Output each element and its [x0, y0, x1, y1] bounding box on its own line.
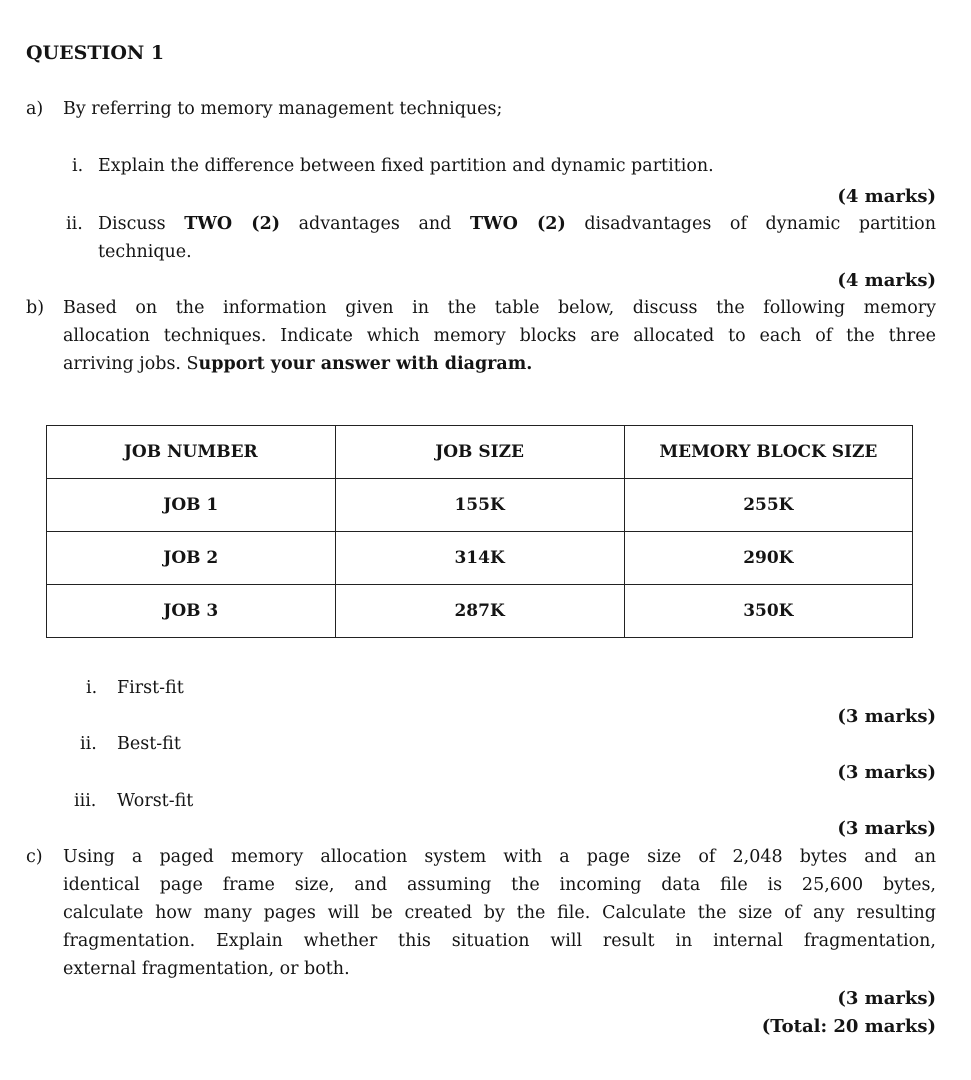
part-b-line3: [63, 354, 532, 374]
part-a-ii-t1: Discuss: [98, 214, 185, 234]
part-a-ii-text: [98, 214, 936, 234]
part-b-ii-number: ii.: [80, 734, 97, 754]
part-b-i-text: First-fit: [117, 678, 184, 698]
part-a-i-number: i.: [72, 156, 84, 176]
table-cell: JOB 1: [47, 479, 336, 532]
part-a-ii-number: ii.: [66, 214, 83, 234]
part-c-label: c): [26, 847, 43, 867]
table-header-cell: JOB NUMBER: [47, 426, 336, 479]
part-b-iii-text: Worst-fit: [117, 791, 194, 811]
part-c-line2: identical page frame size, and assuming the incoming data file is 25,600 bytes,: [63, 875, 936, 895]
part-a-ii-emph-2: TWO (2): [469, 214, 566, 234]
table-header-cell: MEMORY BLOCK SIZE: [624, 426, 912, 479]
table-header-row: [47, 426, 913, 479]
part-a-ii-t3: disadvantages of dynamic partition: [565, 214, 936, 234]
table-cell: JOB 3: [47, 585, 336, 638]
part-c-line1: Using a paged memory allocation system with a page size of 2,048 bytes and an: [63, 847, 936, 867]
table-cell: JOB 2: [47, 532, 336, 585]
table-cell: 350K: [624, 585, 912, 638]
part-a-i-marks: (4 marks): [837, 186, 936, 207]
part-b-ii-marks: (3 marks): [837, 762, 936, 783]
part-b-line3-b: upport your answer with diagram.: [198, 354, 533, 374]
table-cell: 290K: [624, 532, 912, 585]
part-c-marks: (3 marks): [837, 988, 936, 1009]
part-b-ii-text: Best-fit: [117, 734, 181, 754]
part-b-iii-marks: (3 marks): [837, 818, 936, 839]
table-cell: 255K: [624, 479, 912, 532]
part-b-iii-number: iii.: [74, 791, 97, 811]
part-a-label: a): [26, 99, 44, 119]
part-b-i-number: i.: [86, 678, 98, 698]
part-b-label: b): [26, 298, 45, 318]
part-a-intro: By referring to memory management techniques;: [63, 99, 503, 119]
table-cell: 287K: [335, 585, 624, 638]
table-header-cell: JOB SIZE: [335, 426, 624, 479]
part-c-line4: fragmentation. Explain whether this situation will result in internal fragmentation,: [63, 931, 936, 951]
part-c-line5: external fragmentation, or both.: [63, 959, 350, 979]
table-cell: 314K: [335, 532, 624, 585]
part-b-i-marks: (3 marks): [837, 706, 936, 727]
part-b-line2: allocation techniques. Indicate which memory blocks are allocated to each of the three: [63, 326, 936, 346]
table-row: [47, 532, 913, 585]
table-cell: 155K: [335, 479, 624, 532]
table-row: [47, 585, 913, 638]
part-b-line1: Based on the information given in the table below, discuss the following memory: [63, 298, 936, 318]
part-a-i-text: Explain the difference between fixed partition and dynamic partition.: [98, 156, 714, 176]
job-table: [46, 425, 913, 638]
part-a-ii-emph-1: TWO (2): [184, 214, 281, 234]
part-a-ii-t2: advantages and: [280, 214, 470, 234]
part-b-line3-a: arriving jobs. S: [63, 354, 199, 374]
part-a-ii-marks: (4 marks): [837, 270, 936, 291]
question-title: QUESTION 1: [26, 42, 165, 64]
part-a-ii-line2: technique.: [98, 242, 192, 262]
table-row: [47, 479, 913, 532]
part-c-line3: calculate how many pages will be created by the file. Calculate the size of any resulting: [63, 903, 936, 923]
total-marks: (Total: 20 marks): [761, 1016, 936, 1037]
